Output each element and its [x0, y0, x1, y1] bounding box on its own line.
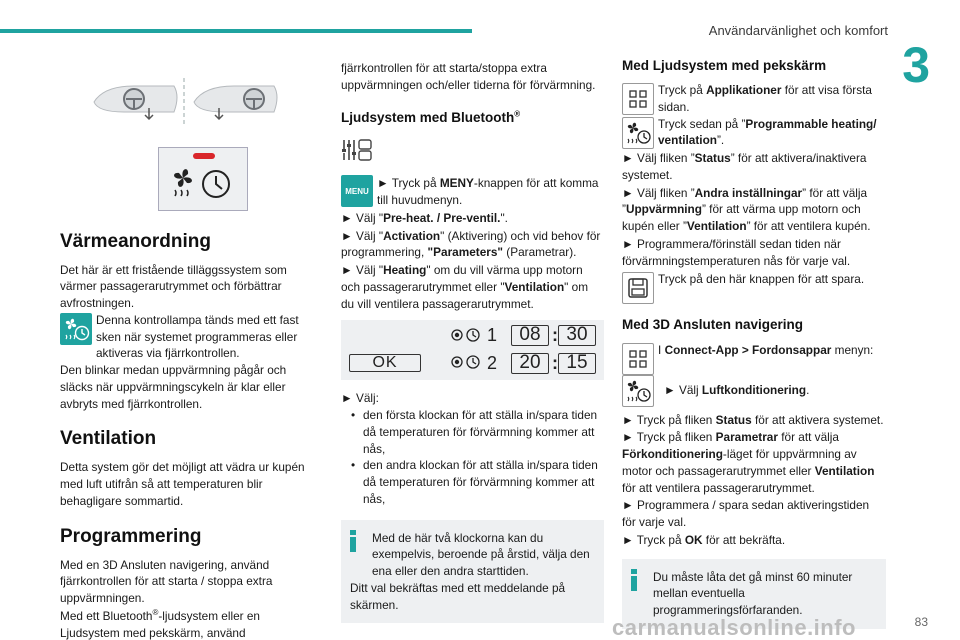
info-text-1: Med de här två klockorna kan du exempelvis, beroende på årstid, välja den ena eller den andra starttiden.	[372, 530, 590, 579]
timer-2-hour[interactable]: 20	[511, 353, 549, 374]
timer-1-hour[interactable]: 08	[511, 325, 549, 346]
clock-options-list	[341, 407, 604, 508]
chapter-number: 3	[902, 37, 930, 93]
timer-display-panel	[341, 320, 604, 380]
heading-ventilation: Ventilation	[60, 428, 157, 450]
step-nav-status: ► Tryck på fliken Status för att aktivera systemet.	[622, 412, 884, 427]
audio-system-icon	[341, 136, 373, 166]
heater-lamp-icon	[60, 313, 92, 345]
heading-bluetooth: Ljudsystem med Bluetooth®	[341, 109, 521, 125]
paragraph-continued: fjärrkontrollen för att starta/stoppa extra uppvärmningen och/eller tiderna för förvärmning.	[341, 61, 596, 92]
step-nav-parameters: ► Tryck på fliken Parametrar för att välja Förkonditionering-läget för uppvärmning av motor och passagerarutrymmet eller Ventilation för att ventilera passagerarutrymmet.	[622, 430, 875, 495]
heater-warning-lamp	[193, 153, 215, 159]
step-other-settings: ► Välj fliken ”Andra inställningar” för att välja ”Uppvärmning” för att värma upp motorn och kupén eller ”Ventilation” för att ventilera kupén.	[622, 185, 871, 234]
timer-1-colon: :	[552, 325, 558, 346]
heater-lamp-paragraph	[60, 312, 308, 362]
step-programmable-heating: Tryck sedan på ”Programmable heating/ ventilation”.	[622, 116, 886, 150]
timer-2-minute[interactable]: 15	[558, 353, 596, 374]
remote-key-fob-illustration	[84, 72, 284, 130]
list-item: • den första klockan för att ställa in/spara tiden då temperaturen för förvärmning kommer att nås,	[351, 407, 604, 457]
header-accent-bar	[0, 29, 472, 33]
step-select-preheat: ► Välj "Pre-heat. / Pre-ventil.".	[341, 210, 508, 225]
section-title: Användarvänlighet och komfort	[708, 23, 888, 38]
fan-clock-icon	[159, 160, 249, 210]
paragraph-heater-blink: Den blinkar medan uppvärmning pågår och släcks när uppvärmningscykeln är klar eller avbryts med fjärrkontrollen.	[60, 363, 287, 411]
column-3	[622, 56, 886, 629]
column-2	[341, 60, 604, 623]
step-nav-ok: ► Tryck på OK för att bekräfta.	[622, 532, 786, 547]
info-box-clocks	[341, 520, 604, 624]
info-text-interval: Du måste låta det gå minst 60 minuter mellan eventuella programmeringsförfaranden.	[653, 569, 853, 618]
heading-3d-navigation: Med 3D Ansluten navigering	[622, 317, 804, 333]
list-item: • den andra klockan för att ställa in/spara tiden då temperaturen för förvärmning kommer att nås,	[351, 457, 604, 507]
step-select-activation: ► Välj "Activation" (Aktivering) och vid behov för programmering, "Parameters" (Parametrar).	[341, 228, 601, 260]
timer-2-colon: :	[552, 353, 558, 374]
info-icon	[350, 530, 356, 552]
step-connect-app: I Connect-App > Fordonsappar menyn:	[622, 342, 886, 374]
info-text-2: Ditt val bekräftas med ett meddelande på skärmen.	[350, 580, 566, 612]
paragraph-ventilation: Detta system gör det möjligt att vädra ur kupén med luft utifrån så att temperaturen blir behagligare sommartid.	[60, 460, 305, 508]
heading-heater: Värmeanordning	[60, 230, 211, 252]
timer-2-index: 2	[487, 353, 498, 374]
menu-step: MENU ► Tryck på MENY-knappen för att komma till huvudmenyn.	[341, 174, 604, 209]
step-nav-program: ► Programmera / spara sedan aktiveringstiden för varje val.	[622, 498, 870, 530]
paragraph-heater-intro: Det här är ett fristående tilläggssystem som värmer passagerarutrymmet och förbättrar avfrostningen.	[60, 262, 287, 311]
step-applications: Tryck på Applikationer för att visa första sidan.	[622, 82, 886, 116]
step-select-heating: ► Välj "Heating" om du vill värma upp motorn och passagerarutrymmet eller "Ventilation" om du vill ventilera passagerarutrymmet.	[341, 263, 589, 311]
step-air-conditioning: ► Välj Luftkonditionering.	[622, 374, 886, 408]
info-icon	[631, 569, 637, 591]
step-program-time: ► Programmera/förinställ sedan tiden när förvärmningstemperaturen nås för varje val.	[622, 236, 851, 268]
applications-grid-icon	[622, 343, 654, 375]
applications-grid-icon	[622, 83, 654, 115]
step-save: Tryck på den här knappen för att spara.	[622, 271, 886, 303]
save-icon	[622, 272, 654, 304]
watermark: carmanualsonline.info	[612, 615, 856, 640]
heading-programming: Programmering	[60, 525, 202, 547]
ok-button[interactable]: OK	[349, 354, 421, 372]
fan-clock-icon	[622, 375, 654, 407]
paragraph-heater-lamp: Denna kontrollampa tänds med ett fast sken när systemet programmeras eller aktiveras via fjärrkontrollen.	[96, 312, 299, 361]
step-select-clock: ► Välj:	[341, 391, 379, 406]
page-number: 83	[914, 615, 928, 629]
paragraph-programming-1: Med en 3D Ansluten navigering, använd fjärrkontrollen för att starta / stoppa extra uppvärmningen.	[60, 557, 273, 606]
timer-1-index: 1	[487, 325, 498, 346]
timer-1-minute[interactable]: 30	[558, 325, 596, 346]
fan-clock-icon	[622, 117, 654, 149]
paragraph-programming-2: Med ett Bluetooth®-ljudsystem eller en Ljudsystem med pekskärm, använd	[60, 607, 260, 640]
column-1	[60, 50, 308, 640]
heading-touchscreen: Med Ljudsystem med pekskärm	[622, 58, 827, 73]
heater-control-panel	[158, 147, 248, 211]
step-status-tab: ► Välj fliken ”Status” för att aktivera/inaktivera systemet.	[622, 151, 867, 182]
menu-button-icon: MENU	[341, 175, 373, 207]
